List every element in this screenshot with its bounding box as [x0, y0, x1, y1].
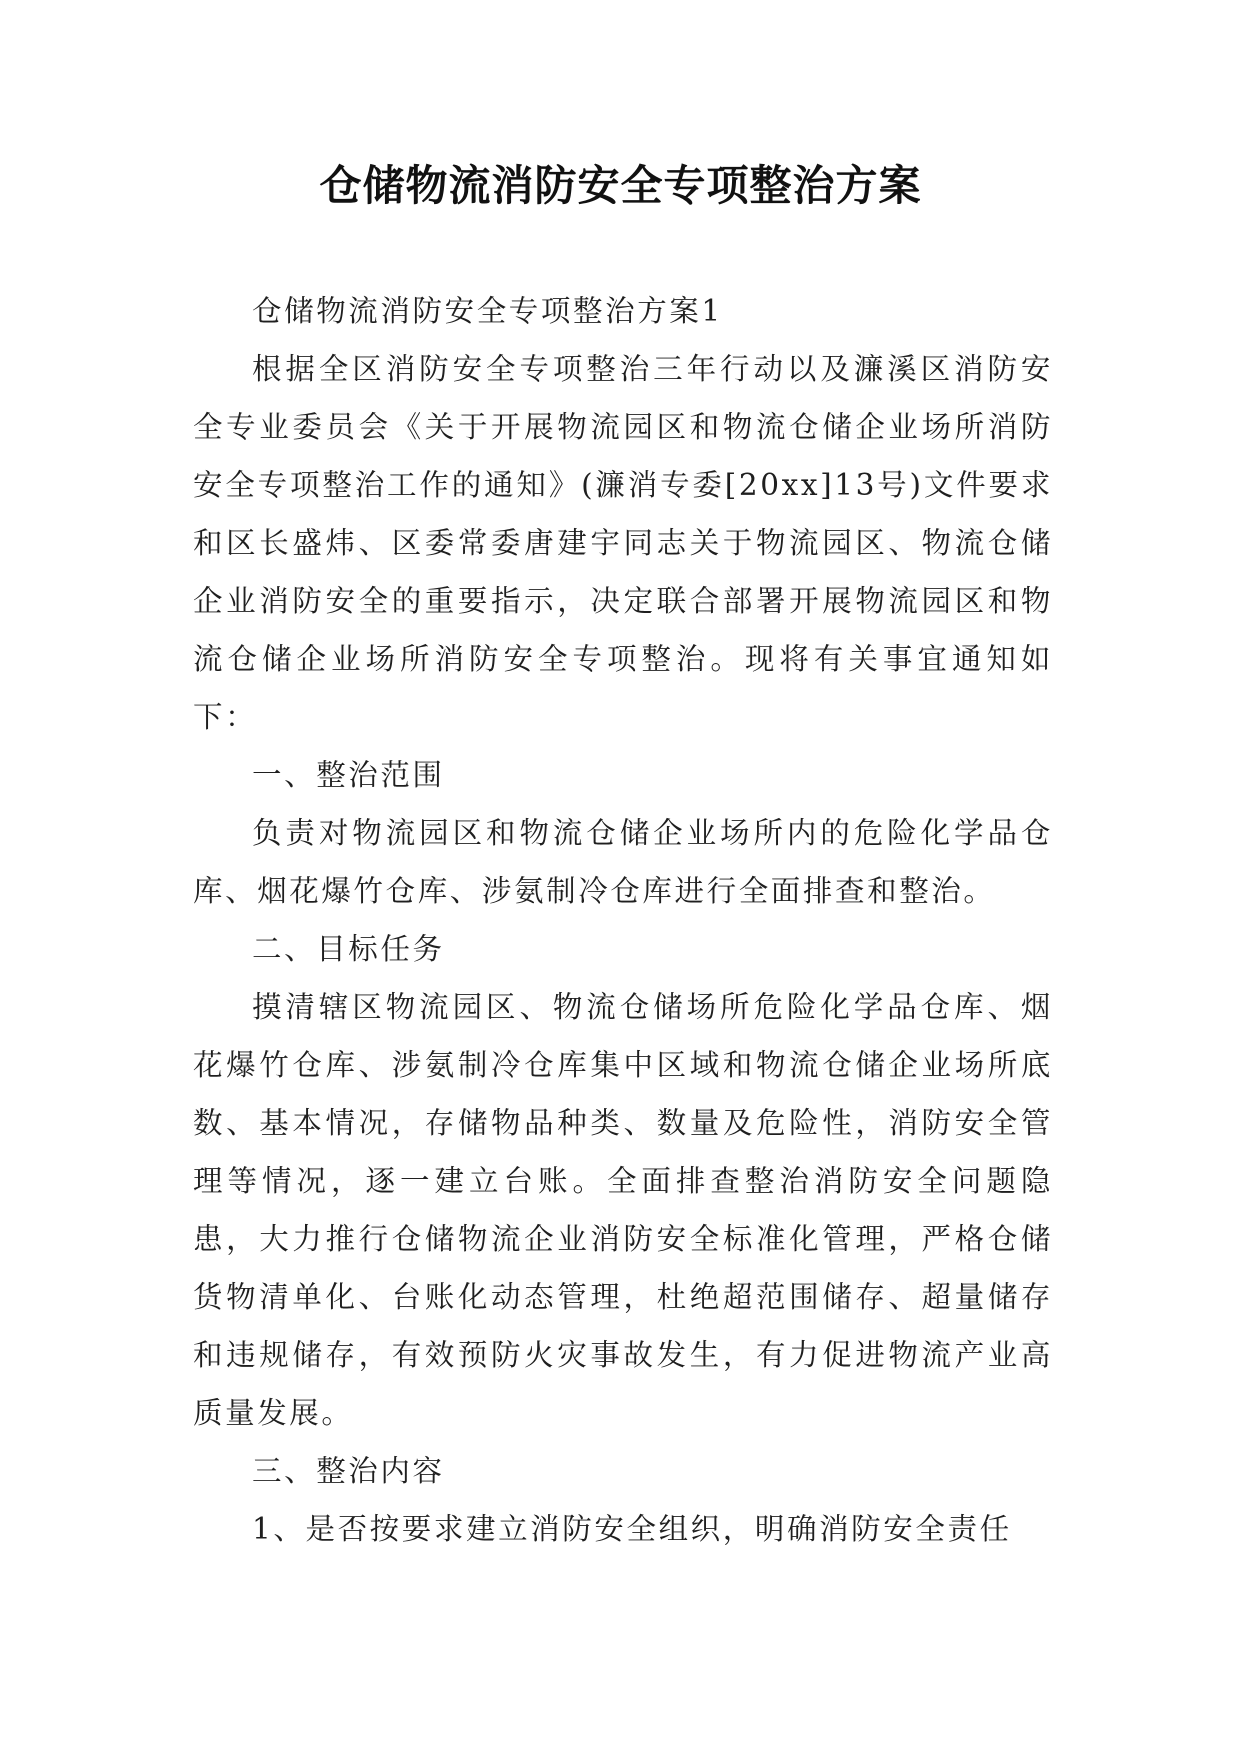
section-heading-content: 三、整治内容 [252, 1454, 445, 1488]
document-title: 仓储物流消防安全专项整治方案 [319, 161, 922, 210]
paragraph-intro: 根据全区消防安全专项整治三年行动以及濂溪区消防安全专业委员会《关于开展物流园区和物流仓储企业场所消防安全专项整治工作的通知》(濂消专委[20xx]13号)文件要求和区长盛炜、区委常委唐建宇同志关于物流园区、物流仓储企业消防安全的重要指示，决定联合部署开展物流园区和物流仓储企业场所消防安全专项整治。现将有关事宜通知如下： [193, 352, 1053, 734]
section-heading-scope: 一、整治范围 [252, 758, 445, 792]
paragraph-scope: 负责对物流园区和物流仓储企业场所内的危险化学品仓库、烟花爆竹仓库、涉氨制冷仓库进行全面排查和整治。 [193, 816, 1053, 908]
section-heading-goals: 二、目标任务 [252, 932, 445, 966]
paragraph-content-item-1: 1、是否按要求建立消防安全组织，明确消防安全责任 [252, 1512, 1012, 1546]
paragraph-subtitle: 仓储物流消防安全专项整治方案1 [252, 294, 723, 328]
document-body [193, 282, 1053, 1558]
paragraph-goals: 摸清辖区物流园区、物流仓储场所危险化学品仓库、烟花爆竹仓库、涉氨制冷仓库集中区域和物流仓储企业场所底数、基本情况，存储物品种类、数量及危险性，消防安全管理等情况，逐一建立台账。全面排查整治消防安全问题隐患，大力推行仓储物流企业消防安全标准化管理，严格仓储货物清单化、台账化动态管理，杜绝超范围储存、超量储存和违规储存，有效预防火灾事故发生，有力促进物流产业高质量发展。 [193, 990, 1053, 1430]
